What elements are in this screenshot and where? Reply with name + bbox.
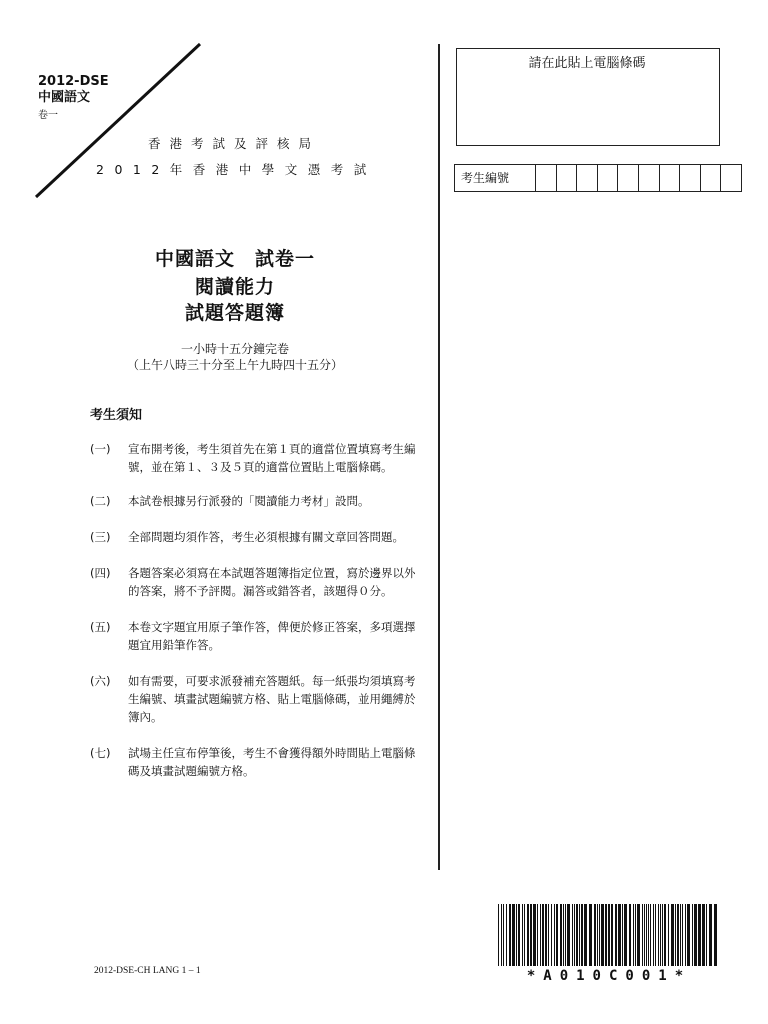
barcode-bar [509,904,511,966]
candidate-number-cell[interactable] [660,165,681,191]
column-divider [438,44,440,870]
candidate-number-cell[interactable] [639,165,660,191]
barcode-bar [706,904,707,966]
notice-item [90,492,420,510]
barcode-bar [702,904,705,966]
barcode-bar [506,904,507,966]
notice-item-text: 試場主任宣布停筆後，考生不會獲得額外時間貼上電腦條碼及填畫試題編號方格。 [128,746,416,778]
barcode-bar [572,904,573,966]
subject-name: 中國語文 [38,90,91,105]
notice-item-text: 全部問題均須作答，考生必須根據有關文章回答問題。 [128,530,404,544]
barcode-bar [622,904,623,966]
notice-list [90,440,420,780]
notice-item-number: (七) [90,746,111,760]
barcode-bar [685,904,686,966]
notice-item-text: 本卷文字題宜用原子筆作答，俾便於修正答案，多項選擇題宜用鉛筆作答。 [128,620,416,652]
barcode-image [498,904,720,966]
barcode-bar [648,904,649,966]
barcode-bar [671,904,674,966]
barcode-bar [540,904,541,966]
barcode-bar [658,904,659,966]
title-line-2: 閱讀能力 [194,276,275,298]
candidate-number-grid [454,164,742,192]
candidate-number-cell[interactable] [557,165,578,191]
barcode-bar [662,904,663,966]
barcode-bar [567,904,570,966]
candidate-number-label: 考生編號 [455,165,536,191]
barcode-bar [698,904,701,966]
barcode-bar [556,904,558,966]
barcode-bar [677,904,679,966]
barcode-sticker-label: 請在此貼上電腦條碼 [528,56,646,71]
barcode-bar [642,904,643,966]
paper-number: 卷一 [38,110,58,121]
candidate-number-cell[interactable] [536,165,557,191]
notice-item [90,564,420,600]
candidate-number-cell[interactable] [618,165,639,191]
barcode-bar [537,904,538,966]
barcode-bar [629,904,631,966]
barcode-bar [714,904,717,966]
barcode-bar [574,904,575,966]
notice-item-number: (五) [90,620,111,634]
barcode-bar [563,904,564,966]
barcode-bar [664,904,666,966]
barcode-bar [498,904,499,966]
candidate-number-cell[interactable] [721,165,741,191]
barcode-bar [694,904,697,966]
barcode-bar [601,904,604,966]
barcode-bar [597,904,598,966]
barcode-bar [644,904,645,966]
barcode-bar [615,904,617,966]
time-range: （上午八時三十分至上午九時四十五分） [126,358,343,372]
barcode-bar [618,904,621,966]
barcode-bar [589,904,592,966]
barcode-bar [581,904,583,966]
notice-item-number: (三) [90,530,111,544]
notice-item-number: (一) [90,442,111,456]
notice-item [90,618,420,654]
notice-item [90,440,420,476]
barcode-bar [635,904,636,966]
notice-item [90,672,420,726]
barcode-bar [554,904,555,966]
barcode-bar [655,904,656,966]
barcode-bar [551,904,552,966]
barcode-bar [594,904,596,966]
candidate-number-cell[interactable] [577,165,598,191]
barcode-bar [624,904,627,966]
barcode-bar [565,904,566,966]
barcode-bar [545,904,547,966]
notice-item-number: (四) [90,566,111,580]
barcode-bar [682,904,683,966]
barcode-bar [512,904,515,966]
notice-heading: 考生須知 [90,408,143,423]
candidate-number-cell[interactable] [680,165,701,191]
barcode-bar [560,904,562,966]
barcode-bar [522,904,523,966]
notice-item-text: 各題答案必須寫在本試題答題簿指定位置，寫於邊界以外的答案，將不予評閱。漏答或錯答者，該題得０分。 [128,566,416,598]
barcode-bar [516,904,517,966]
notice-item-number: (六) [90,674,111,688]
footer-paper-code: 2012-DSE-CH LANG 1 – 1 [94,966,201,976]
barcode-text: *A010C001* [526,968,692,984]
barcode-bar [524,904,525,966]
authority-name: 香港考試及評核局 [148,136,321,151]
barcode-bar [501,904,502,966]
barcode-bar [579,904,580,966]
notice-item [90,744,420,780]
barcode-bar [605,904,607,966]
duration: 一小時十五分鐘完卷 [180,342,289,356]
title-line-1: 中國語文 試卷一 [154,248,315,270]
barcode-bar [680,904,681,966]
notice-item-text: 本試卷根據另行派發的「閱讀能力考材」設問。 [128,494,370,508]
notice-item-number: (二) [90,494,111,508]
notice-item-text: 如有需要，可要求派發補充答題紙。每一紙張均須填寫考生編號、填畫試題編號方格、貼上電腦條碼，並用繩縛於簿內。 [128,674,416,724]
notice-item-text: 宣布開考後，考生須首先在第１頁的適當位置填寫考生編號，並在第１、３及５頁的適當位置貼上電腦條碼。 [128,442,416,474]
barcode-bar [584,904,587,966]
barcode-bar [530,904,532,966]
barcode-bar [692,904,693,966]
barcode-bar [687,904,690,966]
barcode-bar [576,904,578,966]
barcode-bar [608,904,610,966]
exam-code: 2012-DSE [38,74,109,89]
barcode-bar [527,904,529,966]
barcode-bar [637,904,640,966]
barcode-bar [611,904,613,966]
barcode-bar [599,904,600,966]
barcode-bar [542,904,544,966]
barcode-bar [633,904,634,966]
barcode-bar [653,904,654,966]
barcode-bar [548,904,549,966]
barcode-bar [709,904,712,966]
barcode-bar [646,904,647,966]
candidate-number-cell[interactable] [598,165,619,191]
barcode-bar [533,904,536,966]
barcode-bar [503,904,504,966]
barcode-bar [518,904,520,966]
barcode-bar [660,904,661,966]
barcode-bar [675,904,676,966]
barcode-bar [668,904,669,966]
exam-name: 2012年香港中學文憑考試 [96,162,377,177]
notice-item [90,528,420,546]
barcode-bar [650,904,651,966]
candidate-number-cell[interactable] [701,165,722,191]
title-line-3: 試題答題簿 [184,302,285,324]
